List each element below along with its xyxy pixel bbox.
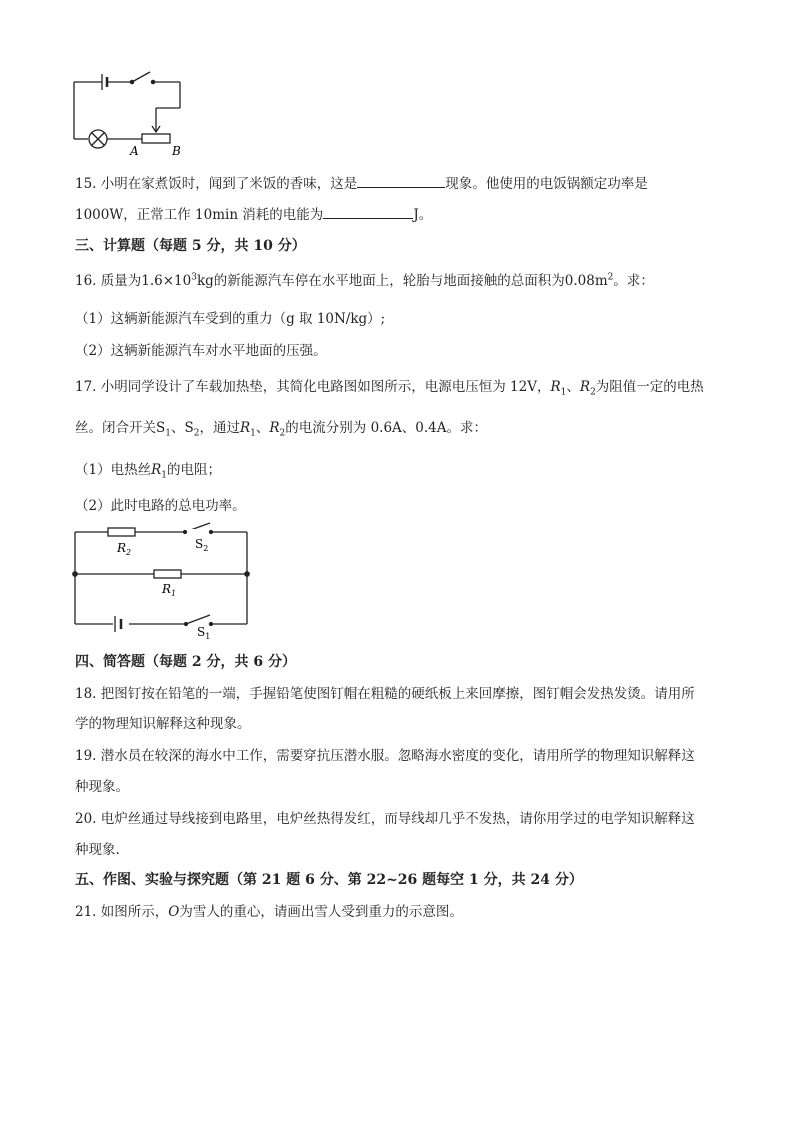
q17-r2-sub-b: 2 <box>279 428 286 439</box>
s2-label: $S_2$ <box>195 537 209 553</box>
q17-s2-symbol: S <box>184 420 194 436</box>
q21-line <box>75 900 463 920</box>
q16-sub1: （1）这辆新能源汽车受到的重力（g 取 10N/kg）; <box>75 311 386 327</box>
q15-blank-2[interactable] <box>323 206 413 219</box>
q17-sub1 <box>75 458 221 481</box>
q18-line1: 18. 把图钉按在铅笔的一端，手握铅笔使图钉帽在粗糙的硬纸板上来回摩擦，图钉帽会发热发烫。请用所 <box>75 686 695 702</box>
r2-label: $R_2$ <box>117 541 132 557</box>
lamp-rheostat-circuit <box>60 62 200 162</box>
q21-post: 为雪人的重心，请画出雪人受到重力的示意图。 <box>179 904 463 920</box>
section-4-title: 四、简答题（每题 2 分，共 6 分） <box>75 654 296 670</box>
q20-line2: 种现象. <box>75 842 120 858</box>
r1-resistor <box>154 570 181 578</box>
q21-o-symbol: O <box>168 904 180 920</box>
q17-r1-sub-b: 1 <box>250 428 256 439</box>
q16-mass-base: 1.6×10 <box>141 273 192 289</box>
q21-pre: 21. 如图所示， <box>75 904 169 920</box>
q17-sub1-r: R <box>151 462 162 478</box>
q17-r1-symbol-b: R <box>239 420 251 436</box>
q17-line2 <box>75 416 487 439</box>
r1-label: $R_1$ <box>162 582 177 598</box>
q17-line2-b: ，通过 <box>199 420 240 436</box>
q17-s1-sub: 1 <box>165 428 171 439</box>
q16-mass-unit: kg <box>196 273 214 289</box>
q15-line2-pre: 1000W，正常工作 10min 消耗的电能为 <box>75 207 324 223</box>
q16-stem-a: 16. 质量为 <box>75 273 142 289</box>
q17-s1-symbol: S <box>156 420 166 436</box>
q17-sub2: （2）此时电路的总电功率。 <box>75 498 246 514</box>
q17-sep-2: 、 <box>170 420 185 436</box>
section-5-title: 五、作图、实验与探究题（第 21 题 6 分、第 22~26 题每空 1 分，共 24 分） <box>75 872 583 888</box>
heater-circuit <box>65 520 265 645</box>
q17-r2-symbol: R <box>579 379 591 395</box>
q16-stem <box>75 269 654 289</box>
q16-stem-b: 的新能源汽车停在水平地面上，轮胎与地面接触的总面积为 <box>213 273 565 289</box>
q16-area-exp: 2 <box>607 272 614 283</box>
q17-r2-symbol-b: R <box>269 420 280 436</box>
q17-line2-c: 的电流分别为 0.6A、0.4A。求： <box>285 420 488 436</box>
q17-sub1-a: （1）电热丝 <box>75 462 152 478</box>
rheostat-label-a: A <box>130 144 139 158</box>
q17-sub1-r-sub: 1 <box>161 470 167 481</box>
q17-line1-b: 为阻值一定的电热 <box>595 379 704 395</box>
r2-resistor <box>108 528 135 536</box>
q18-line2: 学的物理知识解释这种现象。 <box>75 716 251 732</box>
q19-line2: 种现象。 <box>75 779 129 795</box>
q17-line1 <box>75 375 704 398</box>
q17-line1-a: 17. 小明同学设计了车载加热垫，其简化电路图如图所示，电源电压恒为 12V， <box>75 379 551 395</box>
q19-line1: 19. 潜水员在较深的海水中工作，需要穿抗压潜水服。忽略海水密度的变化，请用所学的物理知识解释这 <box>75 748 695 764</box>
q16-mass-exp: 3 <box>191 272 197 283</box>
q17-sep-3: 、 <box>255 420 270 436</box>
q17-line2-a: 丝。闭合开关 <box>75 420 156 436</box>
q16-stem-c: 。求： <box>613 273 654 289</box>
q16-sub2: （2）这辆新能源汽车对水平地面的压强。 <box>75 343 327 359</box>
q15-line2-post: J。 <box>413 207 433 223</box>
q15-line1-pre: 15. 小明在家煮饭时，闻到了米饭的香味，这是 <box>75 176 358 192</box>
q17-r1-symbol: R <box>550 379 561 395</box>
q15-line1-post: 现象。他使用的电饭锅额定功率是 <box>445 176 648 192</box>
q16-area: 0.08m <box>564 273 608 289</box>
rheostat-label-b: B <box>172 144 181 158</box>
q17-r1-sub: 1 <box>560 387 567 398</box>
q15-line1 <box>75 172 648 192</box>
s1-label: $S_1$ <box>197 625 211 641</box>
q17-r2-sub: 2 <box>590 387 596 398</box>
section-3-title: 三、计算题（每题 5 分，共 10 分） <box>75 238 306 254</box>
q20-line1: 20. 电炉丝通过导线接到电路里，电炉丝热得发红，而导线却几乎不发热，请你用学过的电学知识解释这 <box>75 811 695 827</box>
q17-sub1-b: 的电阻； <box>167 462 221 478</box>
q15-blank-1[interactable] <box>357 175 445 188</box>
q15-line2 <box>75 203 432 223</box>
q17-s2-sub: 2 <box>193 428 200 439</box>
q17-sep-1: 、 <box>566 379 580 395</box>
